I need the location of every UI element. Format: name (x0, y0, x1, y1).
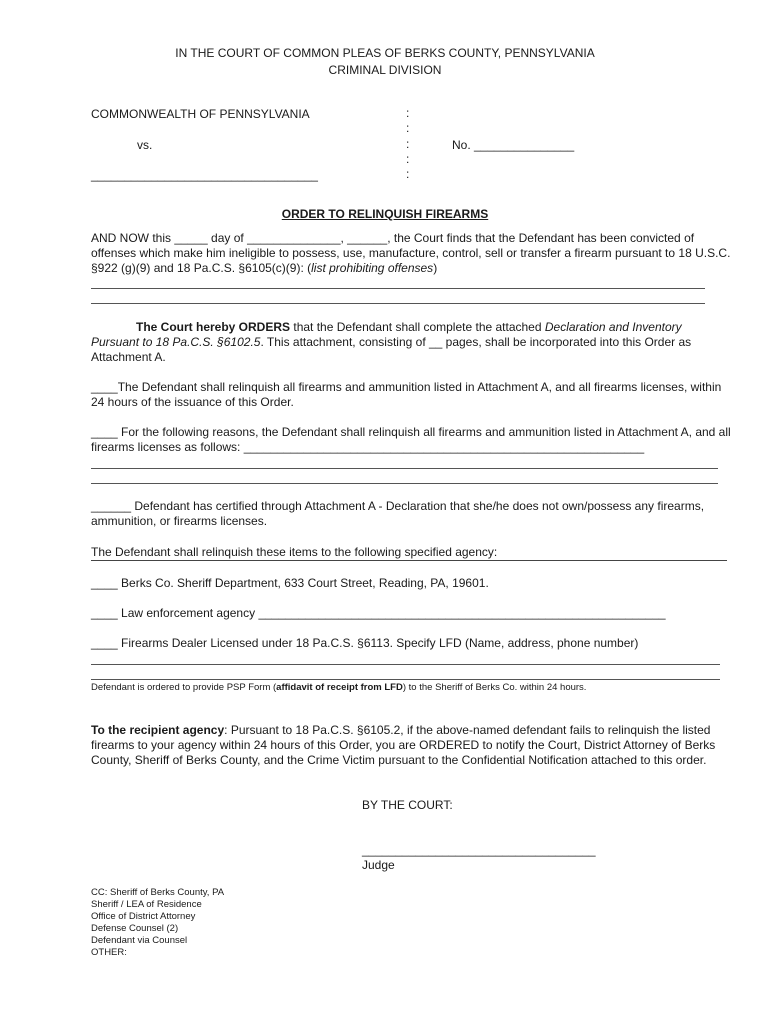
agency-law-enforcement: ____ Law enforcement agency _____________________________________________________________ (91, 606, 666, 620)
option-relinquish-all: ____The Defendant shall relinquish all firearms and ammunition listed in Attachment A, and all firearms licenses, within 24 hours of the issuance of this Order. (91, 380, 722, 409)
judge-label: Judge (362, 858, 395, 872)
option-relinquish-reasons: ____ For the following reasons, the Defendant shall relinquish all firearms and ammunition listed in Attachment A, and all firearms licenses as follows: ____________________________________________________________ (91, 425, 731, 454)
section-divider (91, 560, 727, 561)
caption-colon: : (406, 137, 410, 151)
cc-entry: OTHER: (91, 947, 127, 958)
blank-line (91, 468, 718, 469)
agency-firearms-dealer: ____ Firearms Dealer Licensed under 18 Pa.C.S. §6113. Specify LFD (Name, address, phone number) (91, 636, 639, 650)
option-certified-none: ______ Defendant has certified through Attachment A - Declaration that she/he does not own/possess any firearms, ammunition, or firearms licenses. (91, 499, 705, 528)
judge-signature-line: ___________________________________ (362, 843, 596, 857)
cc-entry: Defense Counsel (2) (91, 923, 179, 934)
blank-line (91, 664, 720, 665)
court-heading: IN THE COURT OF COMMON PLEAS OF BERKS COUNTY, PENNSYLVANIA (175, 46, 595, 60)
blank-line (91, 288, 705, 289)
agency-sheriff: ____ Berks Co. Sheriff Department, 633 Court Street, Reading, PA, 19601. (91, 576, 489, 590)
docket-number-field: No. _______________ (452, 138, 575, 152)
agency-intro: The Defendant shall relinquish these items to the following specified agency: (91, 545, 498, 559)
by-the-court-label: BY THE COURT: (362, 798, 453, 812)
order-title: ORDER TO RELINQUISH FIREARMS (281, 207, 489, 221)
blank-line (91, 303, 705, 304)
blank-line (91, 483, 718, 484)
order-paragraph: The Court hereby ORDERS that the Defendant shall complete the attached Declaration and Inventory Pursuant to 18 Pa.C.S. §6102.5. This attachment, consisting of __ pages, shall be incorporated into this Order as Attachment A. (91, 320, 692, 364)
cc-entry: Defendant via Counsel (91, 935, 188, 946)
blank-line (91, 679, 720, 680)
recipient-agency-paragraph: To the recipient agency: Pursuant to 18 Pa.C.S. §6105.2, if the above-named defendant fails to relinquish the listed firearms to your agency within 24 hours of this Order, you are ORDERED to notify the Court, District Attorney of Berks County, Sheriff of Berks County, and the Crime Victim pursuant to the Confidential Notification attached to this order. (91, 723, 716, 767)
defendant-name-line: __________________________________ (91, 168, 318, 182)
division-heading: CRIMINAL DIVISION (328, 63, 442, 77)
cc-entry: Sheriff / LEA of Residence (91, 899, 202, 910)
psp-form-notice: Defendant is ordered to provide PSP Form (affidavit of receipt from LFD) to the Sheriff of Berks Co. within 24 hours. (91, 682, 587, 693)
cc-entry: Office of District Attorney (91, 911, 196, 922)
caption-colon: : (406, 121, 410, 135)
caption-colon: : (406, 152, 410, 166)
intro-paragraph: AND NOW this _____ day of ______________, ______, the Court finds that the Defendant has been convicted of offenses which make him ineligible to possess, use, manufacture, control, sell or transfer a firearm pursuant to 18 U.S.C. §922 (g)(9) and 18 Pa.C.S. §6105(c)(9): (list prohibiting offenses) (91, 231, 731, 275)
versus-label: vs. (137, 138, 153, 152)
cc-entry: CC: Sheriff of Berks County, PA (91, 887, 225, 898)
plaintiff-name: COMMONWEALTH OF PENNSYLVANIA (91, 107, 310, 121)
caption-colon: : (406, 167, 410, 181)
caption-colon: : (406, 106, 410, 120)
